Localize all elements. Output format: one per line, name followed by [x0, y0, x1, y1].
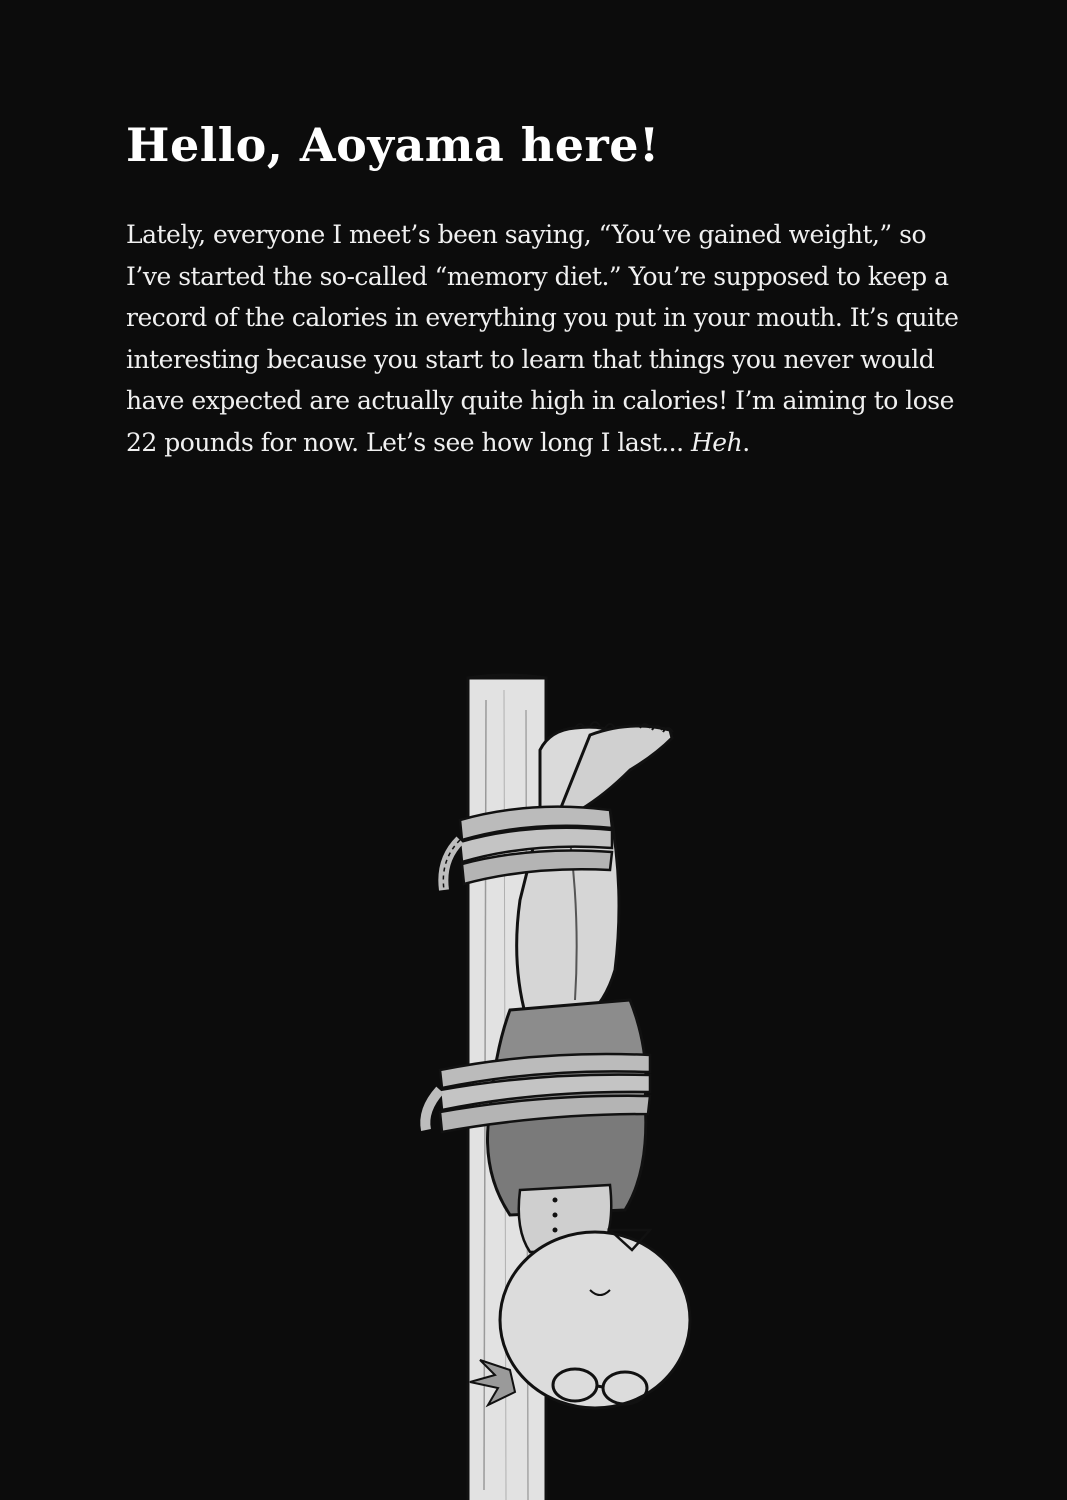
- paragraph-line-2: I’ve started the so-called “memory diet.” You’re supposed to keep a: [126, 261, 949, 291]
- paragraph-line-5: have expected are actually quite high in calories! I’m aiming to lose: [126, 386, 954, 416]
- paragraph-line-6-end: .: [742, 427, 750, 457]
- paragraph-line-6: [126, 422, 1006, 464]
- paragraph-line-3: record of the calories in everything you put in your mouth. It’s quite: [126, 303, 959, 333]
- paragraph-line-1: Lately, everyone I meet’s been saying, “You’ve gained weight,” so: [126, 220, 927, 249]
- feet-icon: [540, 722, 673, 820]
- author-note-paragraph: [126, 214, 1006, 464]
- page-title: Hello, Aoyama here!: [126, 118, 660, 172]
- upside-down-figure-illustration: [400, 670, 700, 1500]
- paragraph-line-6-text: 22 pounds for now. Let’s see how long I last...: [126, 427, 691, 457]
- paragraph-italic-heh: Heh: [691, 427, 743, 457]
- paragraph-line-4: interesting because you start to learn that things you never would: [126, 344, 935, 374]
